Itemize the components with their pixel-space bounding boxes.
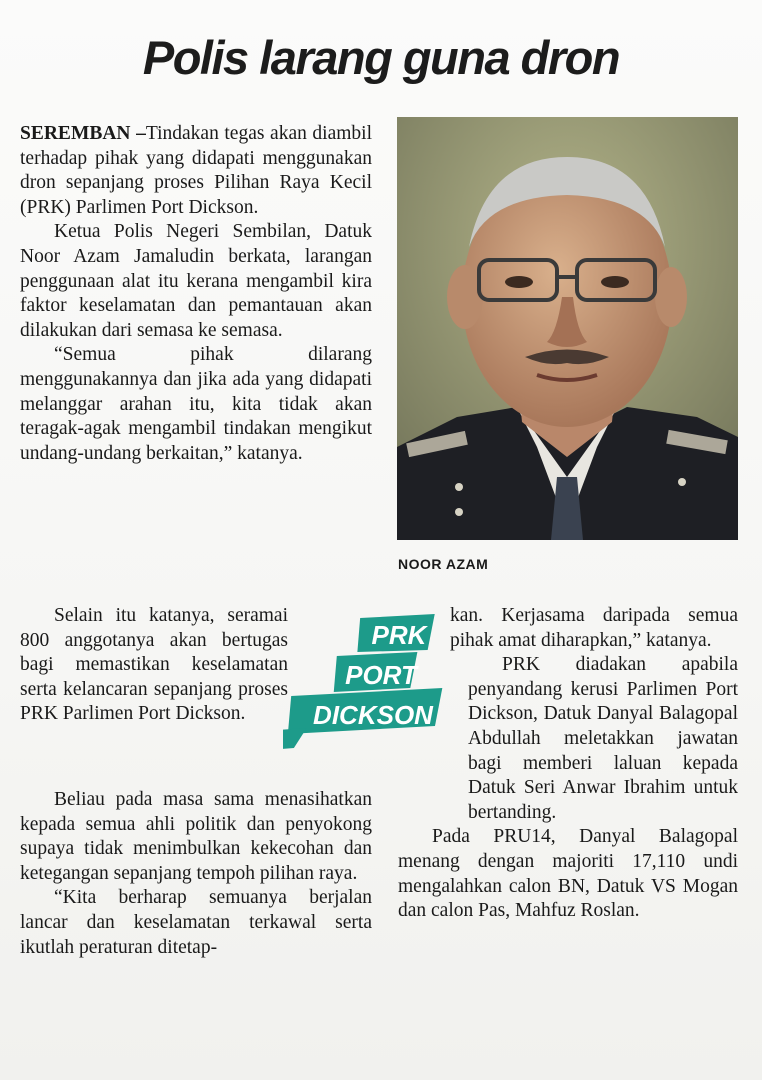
article-column-left-top <box>20 122 372 466</box>
paragraph-5: Beliau pada masa sama menasihatkan kepada semua ahli politik dan penyokong supaya tidak menimbulkan kekecohan dan ketegangan sepanjang tempoh pilihan raya. <box>20 789 372 884</box>
paragraph-6-start: “Kita berharap semuanya berjalan lancar dan keselamatan terkawal serta ikutlah peraturan ditetap- <box>20 887 372 958</box>
paragraph-6-continued: kan. Kerjasama daripada semua pihak amat diharapkan,” katanya. <box>450 605 738 651</box>
logo-line-2: PORT <box>345 660 417 690</box>
article-column-right <box>398 604 738 924</box>
photo-caption: NOOR AZAM <box>398 556 489 572</box>
portrait-photo <box>397 117 738 540</box>
paragraph-1 <box>20 122 372 220</box>
portrait-illustration <box>397 117 738 540</box>
headline: Polis larang guna dron <box>142 31 620 84</box>
article-column-left-bottom <box>20 788 372 960</box>
paragraph-4: Selain itu katanya, seramai 800 anggotanya akan bertugas bagi memastikan keselamatan serta kelancaran sepanjang proses PRK Parlimen Port Dickson. <box>20 605 288 725</box>
dateline: SEREMBAN – <box>20 123 146 144</box>
paragraph-3: “Semua pihak dilarang menggunakannya dan jika ada yang didapati melanggar arahan itu, kita tidak akan teragak-agak mengambil tindakan mengikut undang-undang berkaitan,” katanya. <box>20 344 372 464</box>
paragraph-8: Pada PRU14, Danyal Balagopal menang dengan majoriti 17,110 undi mengalahkan calon BN, Datuk VS Mogan dan calon Pas, Mahfuz Roslan. <box>398 826 738 922</box>
paragraph-7: PRK diadakan apabila penyandang kerusi Parlimen Port Dickson, Datuk Danyal Balagopal Abdullah meletakkan jawatan bagi memberi laluan kepada Datuk Seri Anwar Ibrahim untuk bertanding. <box>468 654 738 823</box>
paragraph-2: Ketua Polis Negeri Sembilan, Datuk Noor Azam Jamaludin berkata, larangan penggunaan alat itu kerana mengambil kira faktor keselamatan dan pemantauan akan dilakukan dari semasa ke semasa. <box>20 221 372 341</box>
logo-line-3: DICKSON <box>313 700 433 730</box>
article-column-left-middle <box>20 604 288 727</box>
logo-line-1: PRK <box>371 620 427 650</box>
paragraph-1-text: Tindakan tegas akan diambil terhadap pihak yang didapati menggunakan dron sepanjang proses Pilihan Raya Kecil (PRK) Parlimen Port Dickson. <box>20 123 372 218</box>
